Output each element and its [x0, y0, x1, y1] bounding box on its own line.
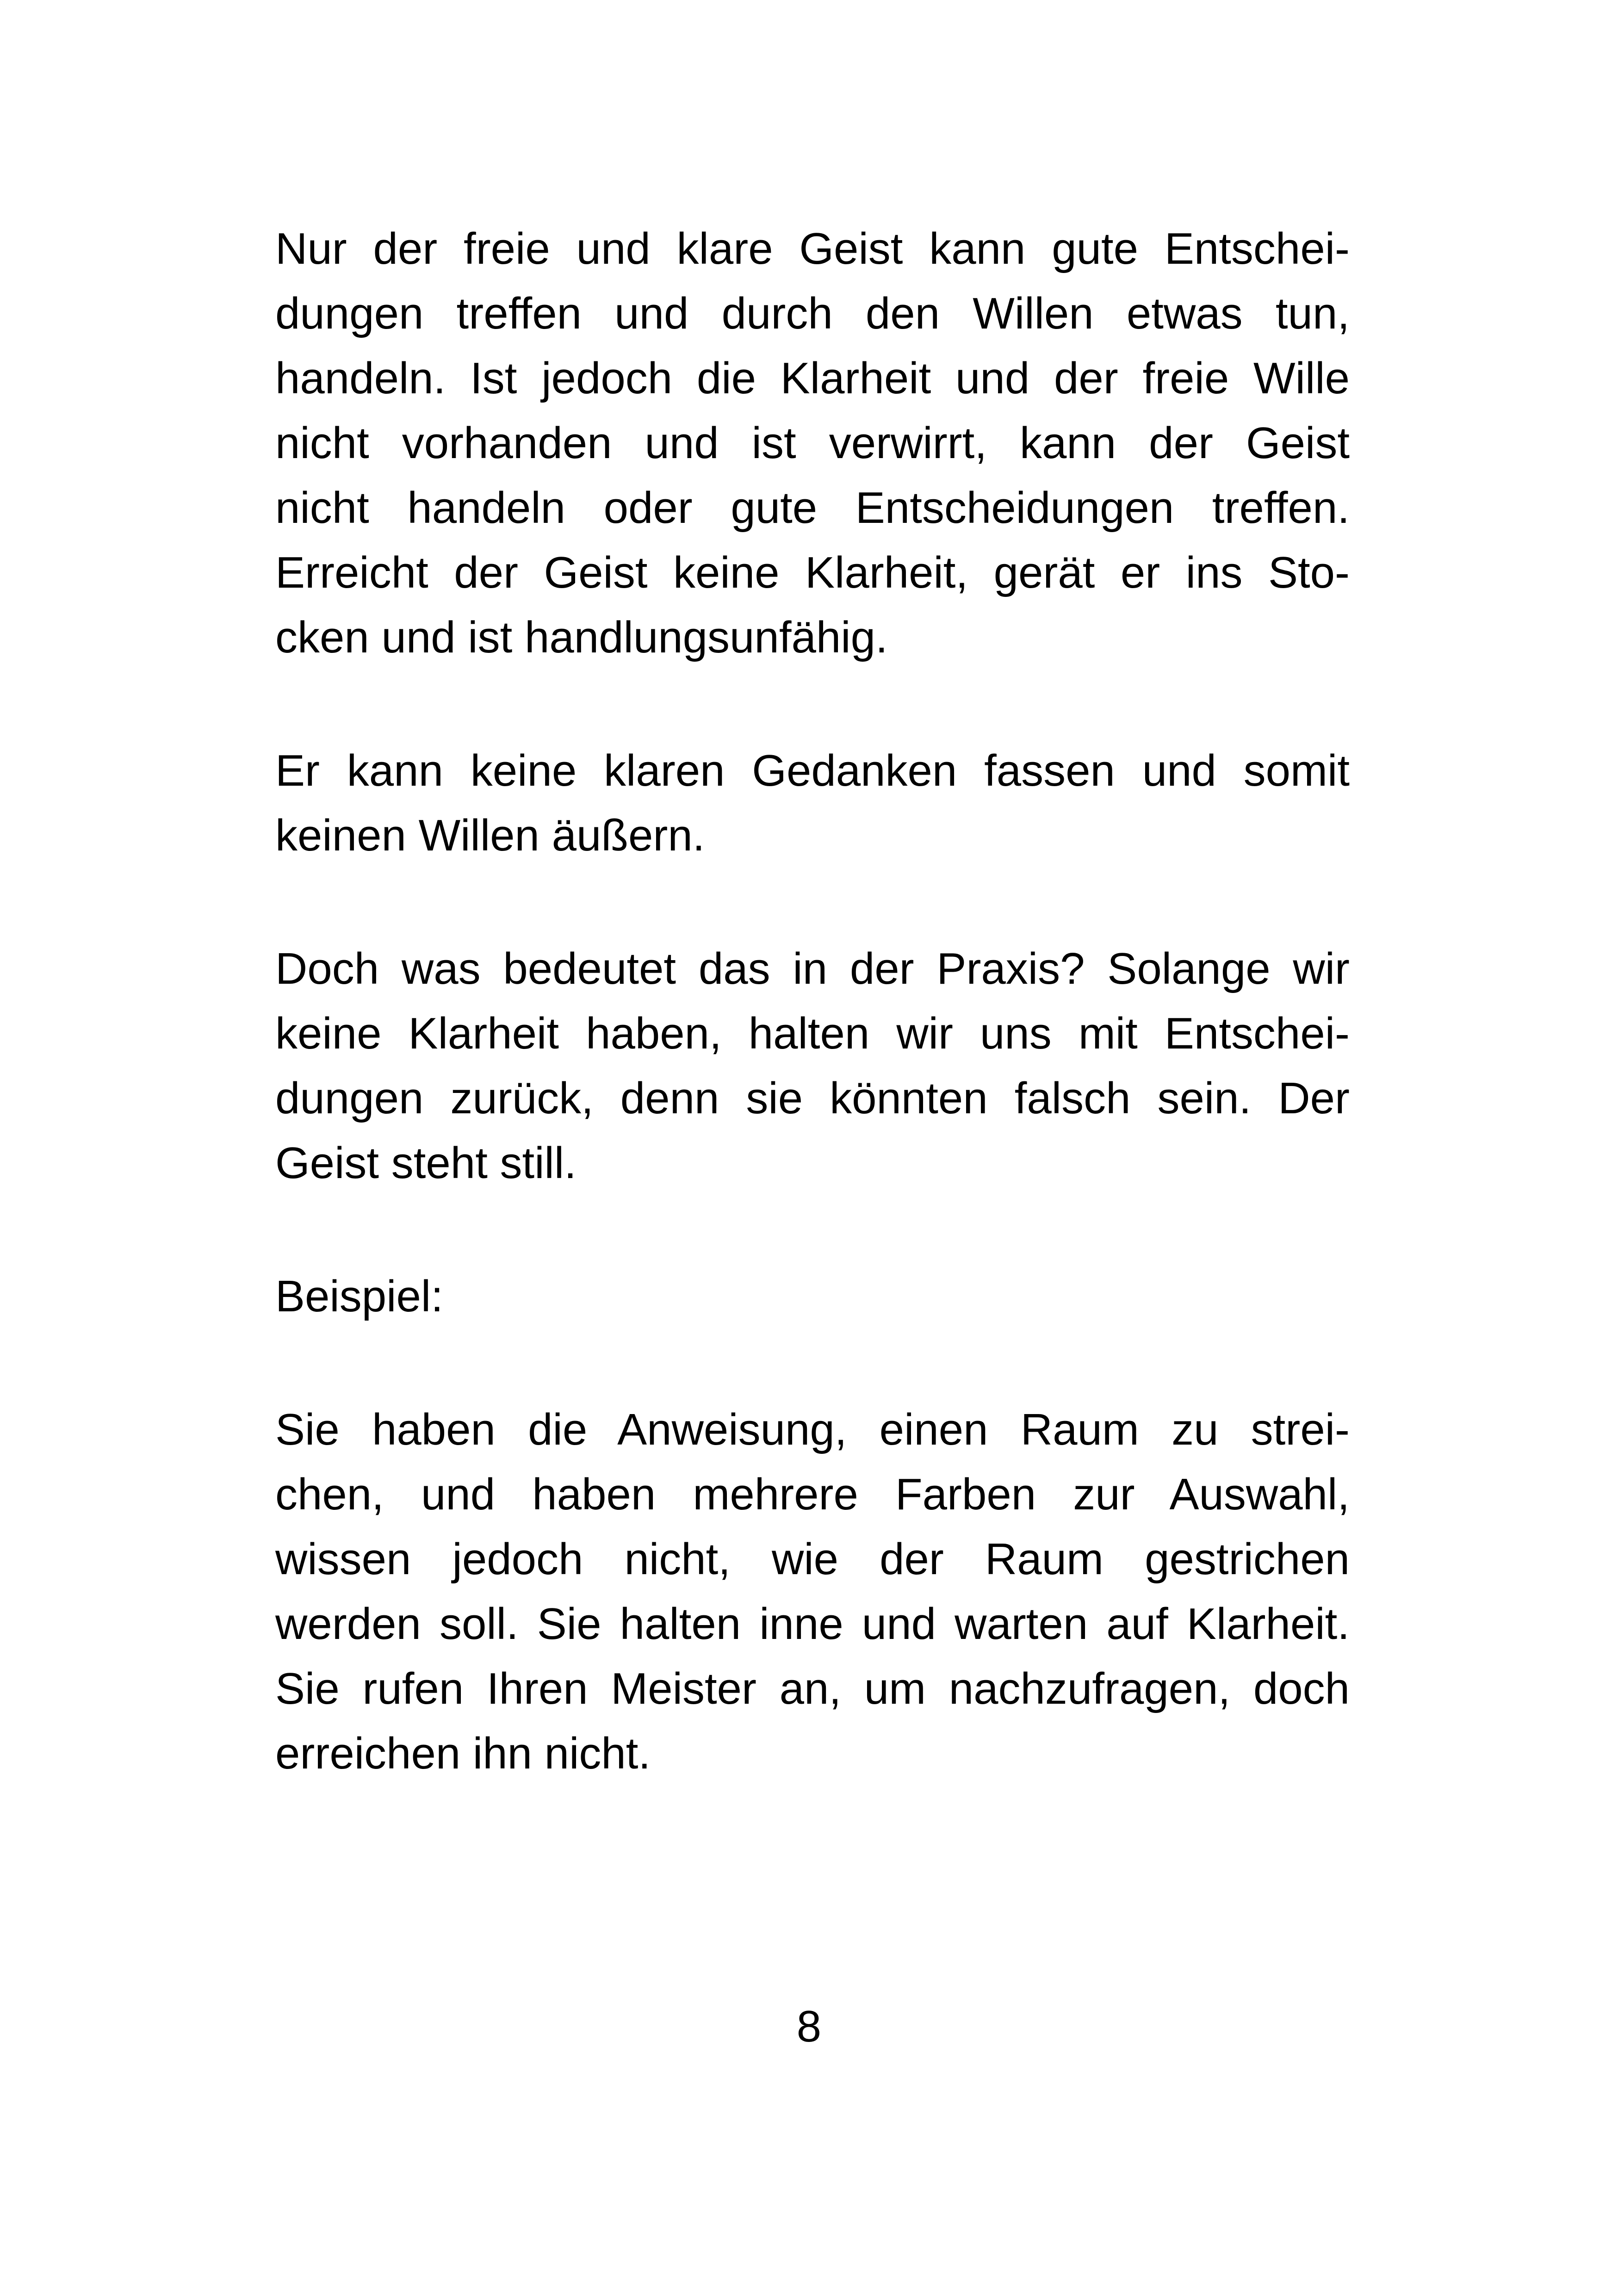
text-line: cken und ist handlungsunfähig. [275, 613, 888, 662]
text-line: nicht vorhanden und ist verwirrt, kann der Geist [275, 418, 1350, 468]
text-line: dungen treffen und durch den Willen etwas tun, [275, 289, 1350, 338]
body-text [275, 217, 1350, 1786]
text-line: Beispiel: [275, 1272, 443, 1321]
paragraph [275, 738, 1350, 868]
paragraph [275, 1264, 1350, 1329]
text-line: Er kann keine klaren Gedanken fassen und somit [275, 746, 1350, 795]
text-line: chen, und haben mehrere Farben zur Auswahl, [275, 1470, 1350, 1519]
text-line: Nur der freie und klare Geist kann gute Entschei- [275, 224, 1350, 273]
text-line: Erreicht der Geist keine Klarheit, gerät er ins Sto- [275, 548, 1350, 597]
paragraph [275, 1397, 1350, 1786]
text-line: werden soll. Sie halten inne und warten auf Klarheit. [275, 1599, 1350, 1649]
page-number: 8 [796, 2002, 822, 2051]
text-line: keinen Willen äußern. [275, 811, 705, 860]
text-line: wissen jedoch nicht, wie der Raum gestrichen [275, 1534, 1350, 1584]
paragraph [275, 217, 1350, 670]
paragraph [275, 937, 1350, 1196]
text-line: Sie rufen Ihren Meister an, um nachzufragen, doch [275, 1664, 1350, 1713]
text-line: nicht handeln oder gute Entscheidungen treffen. [275, 483, 1350, 533]
text-line: Sie haben die Anweisung, einen Raum zu strei- [275, 1405, 1350, 1454]
text-line: keine Klarheit haben, halten wir uns mit Entschei- [275, 1009, 1350, 1058]
text-line: Geist steht still. [275, 1138, 577, 1188]
text-line: Doch was bedeutet das in der Praxis? Solange wir [275, 944, 1350, 993]
text-line: handeln. Ist jedoch die Klarheit und der freie Wille [275, 354, 1350, 403]
text-line: erreichen ihn nicht. [275, 1729, 651, 1778]
text-line: dungen zurück, denn sie könnten falsch sein. Der [275, 1074, 1350, 1123]
